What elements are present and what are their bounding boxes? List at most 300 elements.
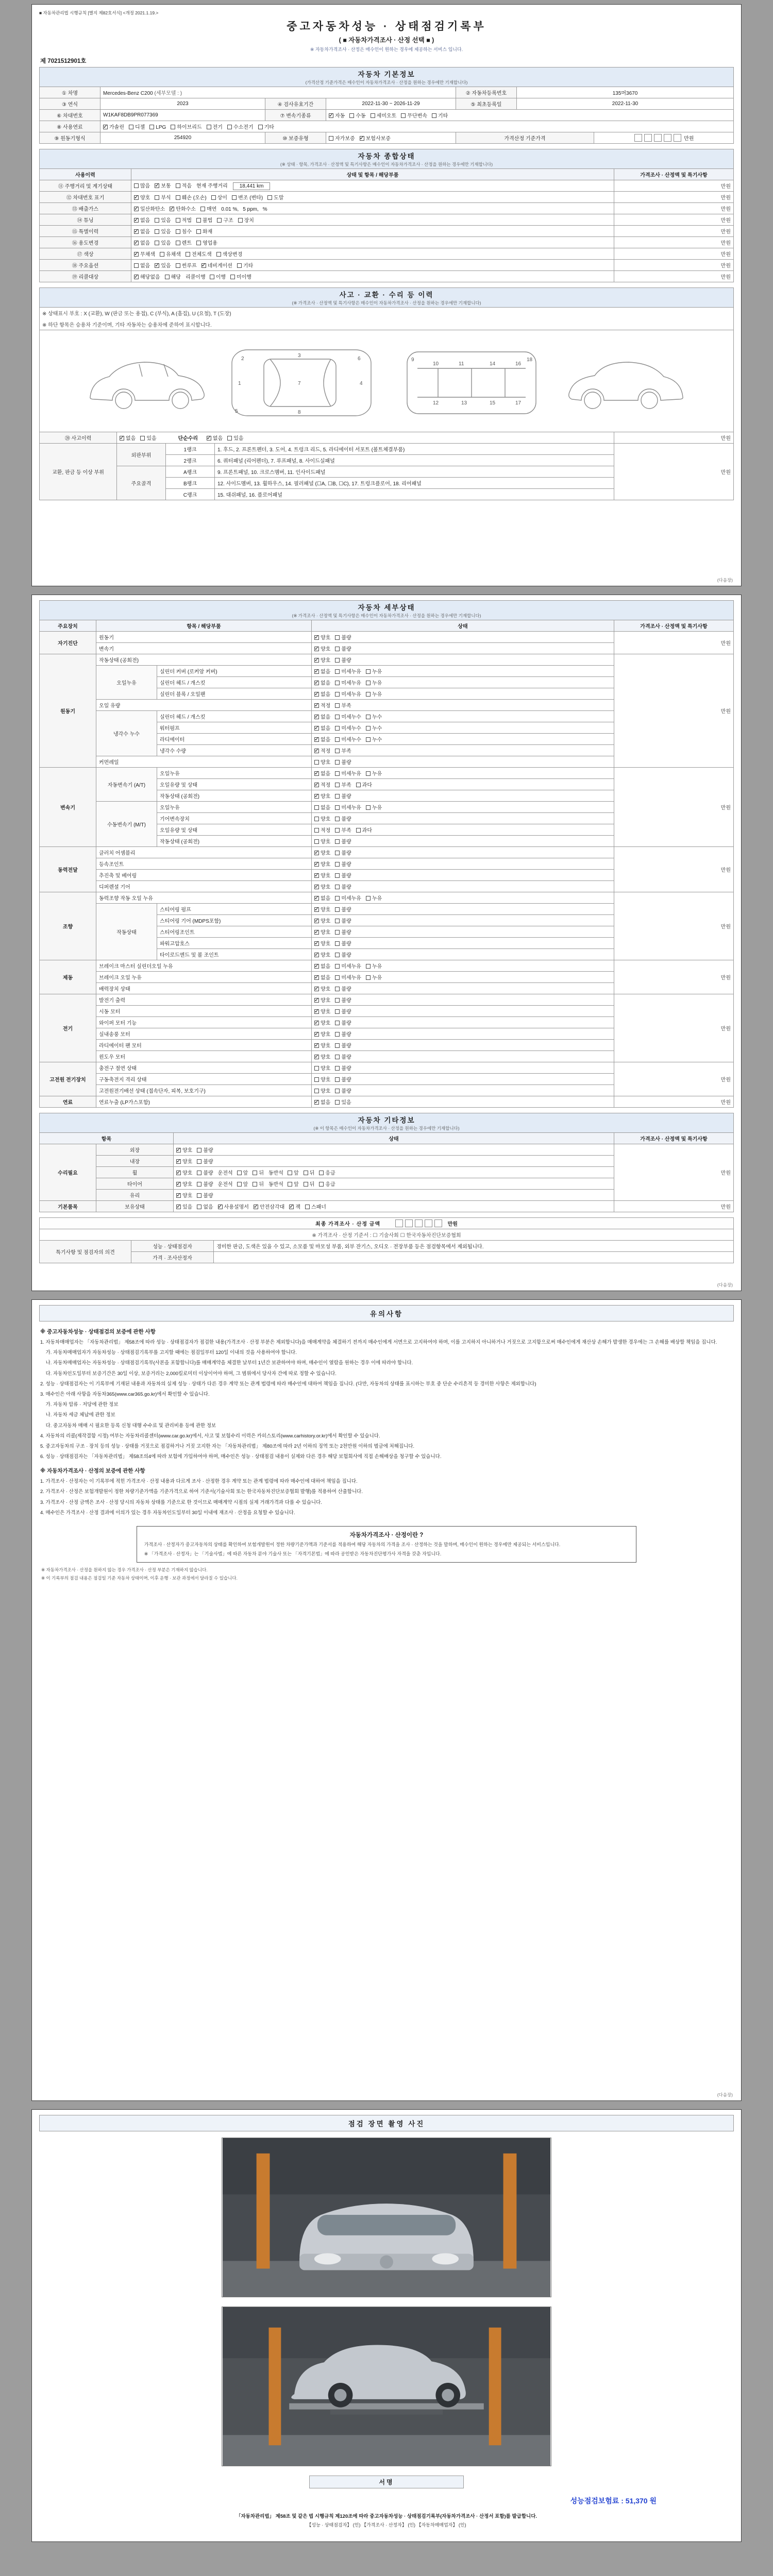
checkbox-없음[interactable] — [314, 769, 330, 777]
checkbox-있음[interactable] — [155, 216, 171, 224]
checkbox-기타[interactable] — [237, 261, 253, 269]
checkbox-box — [288, 1171, 292, 1175]
etc-item: 휠 — [96, 1167, 174, 1178]
checkbox-잭[interactable] — [289, 1202, 300, 1210]
checkbox-불량[interactable] — [335, 1007, 351, 1015]
photos-title: 점검 장면 촬영 사진 — [39, 2115, 734, 2131]
detail-item: 오일유량 및 상태 — [157, 824, 312, 836]
checkbox-기타[interactable] — [258, 123, 274, 130]
final-digit-box[interactable] — [434, 1219, 442, 1227]
device-name: 전기 — [40, 994, 96, 1062]
checkbox-label: 양호 — [321, 1021, 331, 1026]
checkbox-장치[interactable] — [238, 216, 254, 224]
checkbox-box — [165, 275, 170, 279]
checkbox-없음[interactable] — [314, 973, 330, 981]
svg-text:9: 9 — [411, 357, 414, 363]
checkbox-label: 도말 — [274, 195, 284, 201]
checkbox-세미오토[interactable] — [371, 111, 397, 119]
detail-item: 스티어링 펌프 — [157, 904, 312, 915]
checkbox-양호[interactable] — [314, 951, 330, 958]
checkbox-있음[interactable] — [335, 1098, 351, 1106]
checkbox-앞[interactable] — [288, 1168, 299, 1176]
checkbox-있음[interactable] — [155, 227, 171, 235]
checkbox-box — [314, 953, 319, 957]
checkbox-수동[interactable] — [349, 111, 365, 119]
checkbox-label: 화재 — [202, 229, 213, 235]
checkbox-불량[interactable] — [197, 1180, 213, 1188]
checkbox-불량[interactable] — [335, 883, 351, 890]
checkbox-양호[interactable] — [314, 837, 330, 845]
checkbox-label: 디젤 — [135, 125, 145, 130]
checkbox-불량[interactable] — [335, 633, 351, 641]
checkbox-전기[interactable] — [207, 123, 223, 130]
checkbox-뒤[interactable] — [304, 1180, 315, 1188]
checkbox-수소전기[interactable] — [227, 123, 254, 130]
checkbox-뒤[interactable] — [253, 1168, 264, 1176]
checkbox-불량[interactable] — [335, 792, 351, 800]
checkbox-미세누유[interactable] — [335, 769, 361, 777]
checkbox-누수[interactable] — [366, 724, 382, 732]
checkbox-box — [335, 1043, 340, 1048]
checkbox-label: 많음 — [140, 183, 150, 189]
checkbox-label: 이행 — [215, 275, 226, 280]
device-sub: 오일누유 — [96, 666, 157, 700]
checkbox-미세누수[interactable] — [335, 735, 361, 743]
checkbox-적정[interactable] — [314, 781, 330, 788]
checkbox-누수[interactable] — [366, 735, 382, 743]
checkbox-응급[interactable] — [319, 1168, 335, 1176]
checkbox-불량[interactable] — [197, 1157, 213, 1165]
checkbox-양호[interactable] — [134, 193, 150, 201]
checkbox-없음[interactable] — [134, 227, 150, 235]
checkbox-불량[interactable] — [197, 1168, 213, 1176]
checkbox-불량[interactable] — [335, 837, 351, 845]
checkbox-box — [314, 975, 319, 980]
checkbox-있음[interactable] — [176, 1202, 192, 1210]
checkbox-불량[interactable] — [335, 645, 351, 652]
checkbox-부족[interactable] — [335, 701, 351, 709]
checkbox-label: 훼손 (오손) — [181, 195, 207, 201]
checkbox-box — [335, 737, 340, 742]
price-digit-box[interactable] — [634, 134, 642, 142]
checkbox-불량[interactable] — [335, 1041, 351, 1049]
usage-label: ⑪ 주행거리 및 계기상태 — [40, 180, 131, 192]
checkbox-미세누유[interactable] — [335, 894, 361, 902]
checkbox-탄화수소[interactable] — [170, 205, 196, 212]
checkbox-누유[interactable] — [366, 679, 382, 686]
final-digit-box[interactable] — [425, 1219, 432, 1227]
checkbox-box — [314, 907, 319, 912]
checkbox-label: 불량 — [341, 647, 351, 652]
checkbox-앞[interactable] — [288, 1180, 299, 1188]
checkbox-미세누수[interactable] — [335, 724, 361, 732]
base-price-value — [594, 132, 734, 144]
checkbox-영업용[interactable] — [196, 239, 217, 246]
checkbox-앞[interactable] — [237, 1168, 248, 1176]
checkbox-box — [371, 113, 375, 118]
checkbox-box — [134, 275, 139, 279]
checkbox-없음[interactable] — [134, 216, 150, 224]
checkbox-label: 양호 — [321, 862, 331, 868]
checkbox-색상변경[interactable] — [216, 250, 243, 258]
checkbox-없음[interactable] — [314, 724, 330, 732]
price-amount: 만원 — [614, 847, 733, 892]
checkbox-없음[interactable] — [314, 679, 330, 686]
checkbox-양호[interactable] — [314, 849, 330, 856]
checkbox-box — [314, 885, 319, 889]
checkbox-없음[interactable] — [197, 1202, 213, 1210]
checkbox-불량[interactable] — [335, 951, 351, 958]
checkbox-미세누유[interactable] — [335, 803, 361, 811]
checkbox-이행[interactable] — [210, 273, 226, 280]
checkbox-양호[interactable] — [314, 1007, 330, 1015]
checkbox-구조[interactable] — [217, 216, 233, 224]
price-digit-box[interactable] — [664, 134, 671, 142]
checkbox-box — [335, 658, 340, 663]
checkbox-적정[interactable] — [314, 826, 330, 834]
etc-state — [174, 1156, 614, 1167]
checkbox-box — [366, 737, 371, 742]
checkbox-썬루프[interactable] — [176, 261, 197, 269]
final-digit-box[interactable] — [395, 1219, 403, 1227]
checkbox-누유[interactable] — [366, 690, 382, 698]
checkbox-응급[interactable] — [319, 1180, 335, 1188]
checkbox-누유[interactable] — [366, 962, 382, 970]
checkbox-누유[interactable] — [366, 769, 382, 777]
info-box-line1: 가격조사 · 산정자가 중고자동차의 상태를 확인하여 보험개발원이 정한 차량기준가액과 기준서를 적용하여 해당 자동차의 가격을 조사 · 산정하는 것을 말하며, 매수인이 원하는 경우에만 제공되는 서비스입니다. — [144, 1542, 561, 1547]
detail-item: 시동 모터 — [96, 1006, 312, 1017]
checkbox-부식[interactable] — [155, 193, 171, 201]
checkbox-box — [155, 218, 159, 223]
checkbox-침수[interactable] — [176, 227, 192, 235]
checkbox-label: 미세누유 — [341, 771, 361, 777]
checkbox-미세누유[interactable] — [335, 667, 361, 675]
checkbox-불량[interactable] — [335, 849, 351, 856]
checkbox-양호[interactable] — [314, 928, 330, 936]
checkbox-불량[interactable] — [335, 939, 351, 947]
checkbox-불량[interactable] — [335, 656, 351, 664]
checkbox-box — [335, 1032, 340, 1037]
checkbox-label: 응급 — [325, 1171, 335, 1176]
checkbox-상이[interactable] — [211, 193, 227, 201]
checkbox-전체도색[interactable] — [186, 250, 212, 258]
checkbox-box — [176, 218, 180, 223]
device-name: 원동기 — [40, 654, 96, 768]
checkbox-box — [218, 1205, 223, 1209]
checkbox-양호[interactable] — [314, 656, 330, 664]
checkbox-과다[interactable] — [356, 781, 372, 788]
checkbox-적법[interactable] — [176, 216, 192, 224]
final-digit-box[interactable] — [405, 1219, 413, 1227]
price-amount: 만원 — [614, 248, 734, 260]
checkbox-box — [238, 218, 243, 223]
checkbox-네비게이션[interactable] — [201, 261, 232, 269]
checkbox-label: 양호 — [321, 635, 331, 641]
checkbox-화재[interactable] — [196, 227, 212, 235]
checkbox-없음[interactable] — [314, 962, 330, 970]
checkbox-양호[interactable] — [176, 1191, 192, 1199]
checkbox-양호[interactable] — [314, 985, 330, 992]
checkbox-label: 없음 — [140, 218, 150, 224]
checkbox-없음[interactable] — [314, 894, 330, 902]
checkbox-없음[interactable] — [314, 803, 330, 811]
checkbox-양호[interactable] — [314, 996, 330, 1004]
checkbox-label: 세미오토 — [376, 113, 397, 119]
checkbox-불량[interactable] — [197, 1191, 213, 1199]
checkbox-box — [186, 252, 190, 257]
device-name: 연료 — [40, 1096, 96, 1108]
price-digit-box[interactable] — [644, 134, 652, 142]
checkbox-있음[interactable] — [140, 434, 156, 442]
checkbox-양호[interactable] — [314, 1030, 330, 1038]
checkbox-label: 양호 — [182, 1193, 193, 1199]
checkbox-양호[interactable] — [176, 1157, 192, 1165]
checkbox-label: 불량 — [341, 635, 351, 641]
usage-state — [131, 237, 614, 248]
checkbox-무채색[interactable] — [134, 250, 155, 258]
overall-row — [40, 180, 734, 192]
checkbox-불량[interactable] — [335, 1019, 351, 1026]
checkbox-불량[interactable] — [335, 1075, 351, 1083]
checkbox-양호[interactable] — [314, 645, 330, 652]
svg-text:10: 10 — [433, 361, 439, 367]
checkbox-양호[interactable] — [314, 917, 330, 924]
checkbox-불량[interactable] — [335, 1064, 351, 1072]
checkbox-기타[interactable] — [432, 111, 448, 119]
checkbox-도말[interactable] — [267, 193, 283, 201]
checkbox-양호[interactable] — [314, 633, 330, 641]
checkbox-없음[interactable] — [314, 713, 330, 720]
final-digit-box[interactable] — [415, 1219, 423, 1227]
checkbox-양호[interactable] — [314, 860, 330, 868]
checkbox-label: 없음 — [321, 715, 331, 720]
checkbox-불량[interactable] — [335, 996, 351, 1004]
checkbox-많음[interactable] — [134, 181, 150, 189]
usage-label: ⑯ 용도변경 — [40, 237, 131, 248]
accident-history-table — [39, 287, 734, 500]
checkbox-자가보증[interactable] — [329, 134, 355, 142]
checkbox-box — [305, 1205, 310, 1209]
checkbox-box — [335, 930, 340, 935]
checkbox-label: 양호 — [321, 885, 331, 890]
checkbox-가솔린[interactable] — [103, 123, 124, 130]
checkbox-있음[interactable] — [155, 239, 171, 246]
checkbox-없음[interactable] — [120, 434, 136, 442]
checkbox-box — [314, 715, 319, 719]
checkbox-label: 응급 — [325, 1182, 335, 1188]
checkbox-해당[interactable] — [165, 273, 181, 280]
warranty-label: ⑩ 보증유형 — [265, 132, 326, 144]
checkbox-불량[interactable] — [197, 1146, 213, 1154]
checkbox-미세누유[interactable] — [335, 690, 361, 698]
checkbox-적정[interactable] — [314, 747, 330, 754]
checkbox-미세누유[interactable] — [335, 962, 361, 970]
price-digit-box[interactable] — [654, 134, 662, 142]
checkbox-과다[interactable] — [356, 826, 372, 834]
checkbox-양호[interactable] — [314, 758, 330, 766]
checkbox-불량[interactable] — [335, 905, 351, 913]
checkbox-렌트[interactable] — [176, 239, 192, 246]
checkbox-매연[interactable] — [200, 205, 216, 212]
detail-state — [312, 915, 614, 926]
usage-state — [131, 214, 614, 226]
checkbox-label: 불량 — [203, 1171, 213, 1176]
checkbox-누수[interactable] — [366, 713, 382, 720]
checkbox-box — [366, 771, 371, 776]
checkbox-있음[interactable] — [155, 261, 171, 269]
checkbox-자동[interactable] — [329, 111, 345, 119]
checkbox-양호[interactable] — [314, 1075, 330, 1083]
checkbox-box — [356, 783, 361, 787]
checkbox-누유[interactable] — [366, 973, 382, 981]
checkbox-유채색[interactable] — [160, 250, 181, 258]
checkbox-양호[interactable] — [314, 905, 330, 913]
checkbox-양호[interactable] — [176, 1168, 192, 1176]
etc-item: 외장 — [96, 1144, 174, 1156]
checkbox-불량[interactable] — [335, 1030, 351, 1038]
info-box-title: 자동차가격조사 · 산정이란 ? — [349, 1532, 424, 1538]
checkbox-label: 없음 — [321, 726, 331, 732]
checkbox-누유[interactable] — [366, 667, 382, 675]
checkbox-뒤[interactable] — [253, 1180, 264, 1188]
checkbox-적정[interactable] — [314, 701, 330, 709]
checkbox-없음[interactable] — [134, 261, 150, 269]
checkbox-있음[interactable] — [227, 434, 243, 442]
checkbox-보통[interactable] — [155, 181, 171, 189]
detail-item: 오일 유량 — [96, 700, 312, 711]
checkbox-불량[interactable] — [335, 1053, 351, 1060]
checkbox-불량[interactable] — [335, 928, 351, 936]
price-amount: 만원 — [614, 260, 734, 271]
state-symbol-legend2: ※ 하단 항목은 승용차 기준이며, 기타 자동차는 승용차에 준하여 표시합니다. — [40, 319, 734, 330]
checkbox-해당없음[interactable] — [134, 273, 160, 280]
checkbox-미세누유[interactable] — [335, 973, 361, 981]
checkbox-적음[interactable] — [176, 181, 192, 189]
checkbox-box — [366, 715, 371, 719]
checkbox-앞[interactable] — [237, 1180, 248, 1188]
checkbox-불량[interactable] — [335, 917, 351, 924]
checkbox-box — [335, 1021, 340, 1025]
detail-row — [40, 632, 734, 643]
checkbox-누유[interactable] — [366, 894, 382, 902]
checkbox-label: 부족 — [341, 749, 351, 754]
checkbox-미이행[interactable] — [230, 273, 251, 280]
checkbox-box — [196, 218, 201, 223]
checkbox-불량[interactable] — [335, 758, 351, 766]
checkbox-부족[interactable] — [335, 747, 351, 754]
checkbox-양호[interactable] — [314, 883, 330, 890]
checkbox-box — [335, 941, 340, 946]
checkbox-부족[interactable] — [335, 826, 351, 834]
checkbox-양호[interactable] — [314, 792, 330, 800]
checkbox-양호[interactable] — [314, 1053, 330, 1060]
checkbox-label: 있음 — [161, 218, 171, 224]
checkbox-양호[interactable] — [176, 1146, 192, 1154]
device-name: 제동 — [40, 960, 96, 994]
checkbox-없음[interactable] — [314, 735, 330, 743]
checkbox-양호[interactable] — [314, 1087, 330, 1094]
checkbox-뒤[interactable] — [304, 1168, 315, 1176]
section-note-overall: (※ 상태 · 항목, 가격조사 · 산정액 및 특기사항은 매수인이 자동차가격조사 · 산정을 원하는 경우에만 기재합니다) — [280, 162, 493, 167]
checkbox-양호[interactable] — [314, 1064, 330, 1072]
page-2 — [31, 595, 742, 1291]
checkbox-box — [160, 252, 164, 257]
checkbox-불량[interactable] — [335, 815, 351, 822]
checkbox-box — [335, 647, 340, 651]
price-amount: 만원 — [614, 1201, 733, 1212]
checkbox-label: 불량 — [203, 1148, 213, 1154]
checkbox-미세누유[interactable] — [335, 679, 361, 686]
checkbox-양호[interactable] — [314, 1041, 330, 1049]
section-note-etc: (※ 이 항목은 매수인이 자동차가격조사 · 산정을 원하는 경우에만 기재합니다) — [313, 1126, 460, 1131]
checkbox-label: 기타 — [243, 263, 254, 269]
etc-item: 유리 — [96, 1190, 174, 1201]
checkbox-무단변속[interactable] — [401, 111, 427, 119]
checkbox-부족[interactable] — [335, 781, 351, 788]
simple-repair-options — [207, 436, 248, 442]
checkbox-불법[interactable] — [196, 216, 212, 224]
checkbox-label: 없음 — [126, 436, 136, 442]
checkbox-안전삼각대[interactable] — [254, 1202, 284, 1210]
inspect-value: 2022-11-30 ~ 2026-11-29 — [326, 98, 456, 110]
checkbox-양호[interactable] — [314, 815, 330, 822]
state-text: 동반석 — [268, 1182, 283, 1188]
checkbox-없음[interactable] — [207, 434, 223, 442]
detail-item: 디퍼렌셜 기어 — [96, 881, 312, 892]
notice-heading: ※ 중고자동차성능 · 상태점검의 보증에 관한 사항 — [40, 1329, 156, 1335]
checkbox-없음[interactable] — [314, 667, 330, 675]
checkbox-누유[interactable] — [366, 803, 382, 811]
checkbox-없음[interactable] — [314, 1098, 330, 1106]
checkbox-양호[interactable] — [314, 1019, 330, 1026]
checkbox-훼손 (오손)[interactable] — [176, 193, 207, 201]
checkbox-보험사보증[interactable] — [360, 134, 391, 142]
detail-state — [312, 677, 614, 688]
detail-item: 와이퍼 모터 기능 — [96, 1017, 312, 1028]
checkbox-변조 (변타)[interactable] — [232, 193, 263, 201]
checkbox-불량[interactable] — [335, 860, 351, 868]
detail-row — [40, 994, 734, 1006]
price-digit-box[interactable] — [674, 134, 681, 142]
checkbox-LPG[interactable] — [149, 125, 166, 130]
checkbox-미세누수[interactable] — [335, 713, 361, 720]
checkbox-label: 변조 (변타) — [238, 195, 263, 201]
checkbox-양호[interactable] — [314, 939, 330, 947]
car-name-label: ① 차명 — [40, 87, 100, 98]
form-reference: ■ 자동차관리법 시행규칙 [별지 제82호서식] <개정 2021.1.19.> — [39, 10, 159, 15]
checkbox-디젤[interactable] — [129, 123, 145, 130]
checkbox-불량[interactable] — [335, 871, 351, 879]
checkbox-label: 누유 — [372, 805, 382, 811]
checkbox-스패너[interactable] — [305, 1202, 326, 1210]
checkbox-없음[interactable] — [314, 690, 330, 698]
price-amount: 만원 — [614, 214, 734, 226]
svg-text:13: 13 — [461, 400, 467, 406]
checkbox-일산화탄소[interactable] — [134, 205, 165, 212]
checkbox-양호[interactable] — [314, 871, 330, 879]
checkbox-label: 자동 — [335, 113, 345, 119]
notice-item: 6. 성능 · 상태점검자는 「자동차관리법」 제58조의4에 따라 보험에 가입하여야 하며, 매수인은 성능 · 상태점검 내용이 실제와 다른 경우 해당 보험회사에 직접 손해배상을 청구할 수 있습니다. — [40, 1454, 442, 1460]
checkbox-label: 양호 — [140, 195, 150, 201]
checkbox-하이브리드[interactable] — [171, 123, 201, 130]
checkbox-없음[interactable] — [134, 239, 150, 246]
checkbox-불량[interactable] — [335, 1087, 351, 1094]
checkbox-불량[interactable] — [335, 985, 351, 992]
checkbox-사용설명서[interactable] — [218, 1202, 249, 1210]
checkbox-box — [314, 635, 319, 640]
transmission-options — [326, 110, 734, 121]
checkbox-양호[interactable] — [176, 1180, 192, 1188]
